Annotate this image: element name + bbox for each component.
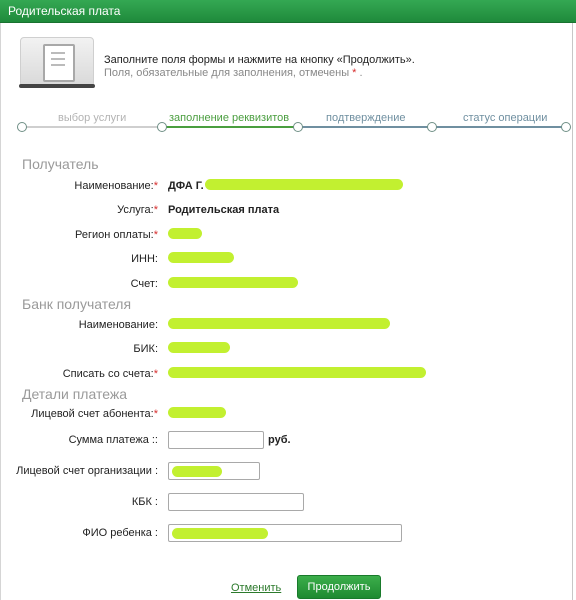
redaction-mask [168, 407, 226, 418]
intro-text: Заполните поля формы и нажмите на кнопку «Продолжить». [104, 54, 415, 66]
kbk-input[interactable] [168, 493, 304, 511]
step-dot [17, 122, 27, 132]
redaction-mask [172, 528, 268, 539]
org-account-label: Лицевой счет организации : [16, 465, 158, 477]
section-bank: Банк получателя [22, 296, 132, 312]
currency-unit: руб. [268, 434, 291, 446]
bik-label: БИК: [133, 343, 158, 355]
recipient-account-label: Счет: [130, 278, 158, 290]
step-confirmation: подтверждение [326, 112, 406, 124]
personal-account-label: Лицевой счет абонента:* [31, 408, 158, 420]
step-operation-status: статус операции [463, 112, 548, 124]
required-note: Поля, обязательные для заполнения, отмечены * . [104, 67, 363, 79]
section-payment: Детали платежа [22, 386, 127, 402]
child-name-input[interactable] [168, 524, 402, 542]
debit-account-label: Списать со счета:* [62, 368, 158, 380]
recipient-name-label: Наименование:* [74, 180, 158, 192]
title-bar [0, 0, 576, 23]
region-label: Регион оплаты:* [74, 229, 158, 241]
redaction-mask [168, 277, 298, 288]
redaction-mask [168, 252, 234, 263]
redaction-mask [172, 466, 222, 477]
org-account-input[interactable] [168, 462, 260, 480]
step-fill-details: заполнение реквизитов [169, 112, 290, 124]
redaction-mask [168, 318, 390, 329]
step-dot [157, 122, 167, 132]
step-dot [293, 122, 303, 132]
service-label: Услуга:* [117, 204, 158, 216]
kbk-label: КБК : [131, 496, 158, 508]
redaction-mask [205, 179, 403, 190]
inn-label: ИНН: [131, 253, 158, 265]
service-value: Родительская плата [168, 204, 280, 216]
redaction-mask [168, 228, 202, 239]
window-title: Родительская плата [8, 4, 121, 18]
child-name-label: ФИО ребенка : [82, 527, 158, 539]
document-icon [20, 37, 94, 87]
amount-label: Сумма платежа :: [68, 434, 158, 446]
proceed-button[interactable]: Продолжить [297, 575, 381, 599]
section-recipient: Получатель [22, 156, 99, 172]
recipient-name-value: ДФА Г. [168, 180, 204, 192]
step-select-service: выбор услуги [58, 112, 127, 124]
step-dot [427, 122, 437, 132]
redaction-mask [168, 367, 426, 378]
step-dot [561, 122, 571, 132]
cancel-link[interactable]: Отменить [231, 582, 282, 594]
bank-name-label: Наименование: [78, 319, 158, 331]
progress-steps [18, 112, 568, 136]
amount-input[interactable] [168, 431, 264, 449]
redaction-mask [168, 342, 230, 353]
